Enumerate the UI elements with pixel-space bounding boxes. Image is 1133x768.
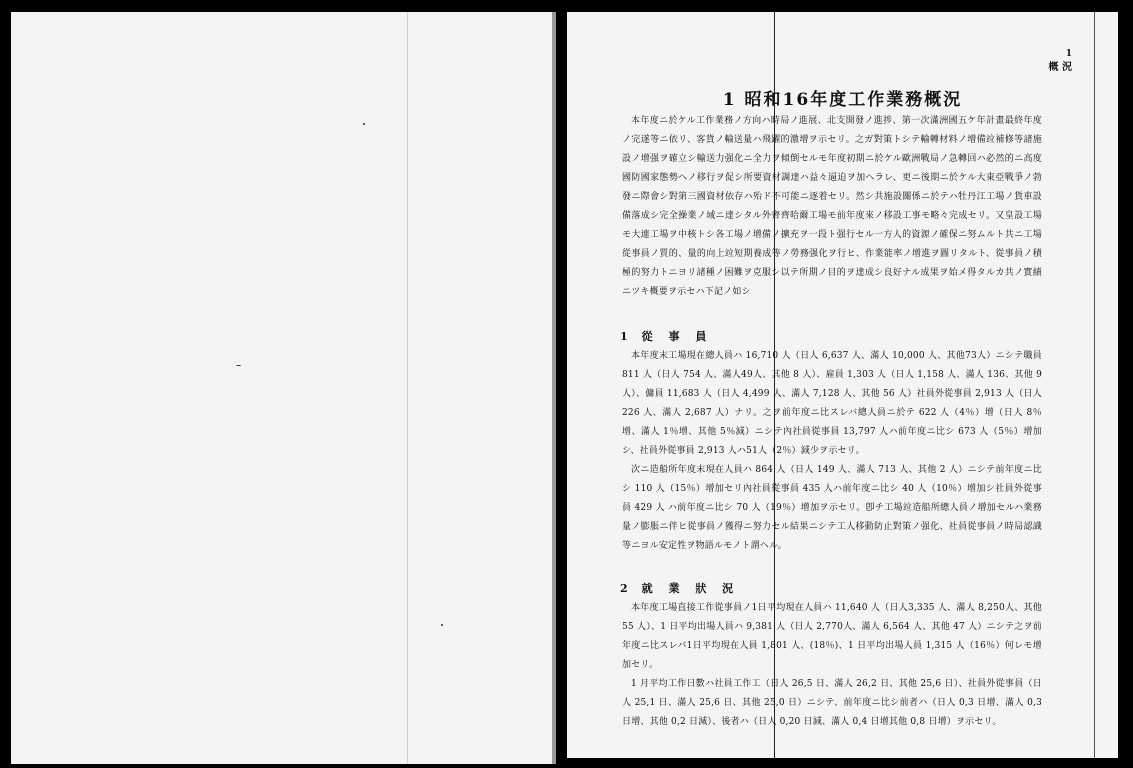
section-title: 就 業 狀 況 xyxy=(641,582,740,595)
right-text-page xyxy=(567,12,1118,758)
scan-speck xyxy=(363,123,365,125)
intro-block xyxy=(622,112,1042,302)
left-blank-page xyxy=(11,12,556,764)
intro-paragraph: 本年度ニ於ケル工作業務ノ方向ハ時局ノ進展、北支開發ノ進捗、第一次滿洲國五ケ年計畫最終年度ノ完遂等ニ依リ、客貨ノ輸送量ハ飛躍的激增ヲ示セリ。之ガ對策トシテ輸轉材料ノ增備竝補修等諸施設ノ增强ヲ確立シ輸送力强化ニ全力ヲ傾倒セルモ年度初期ニ於ケル歐洲戰局ノ急轉回ハ必然的ニ高度國防國家態勢ヘノ移行ヲ促シ所要資材調達ハ益々逼迫ヲ加ヘラレ、更ニ後期ニ於ケル大東亞戰爭ノ勃發ニ際會シ對第三國資材依存ハ殆ド不可能ニ逐着セリ。然シ共施設關係ニ於テハ牡丹江工場ノ貨車設備落成シ完全操業ノ域ニ達シタル外齊齊哈爾工場モ前年度來ノ移設工事モ略々完成セリ。又皇設工場モ大連工場ヲ中核トシ各工場ノ增備ノ擴充ヲ一段ト强行セル一方人的資源ノ確保ニ努ムルト共ニ工場從事員ノ質的、量的向上竝短期養成等ノ勞務强化ヲ行ヒ、作業能率ノ增進ヲ圖リタルト、從事員ノ積極的努力トニヨリ諸種ノ困難ヲ克服シ以テ所期ノ目的ヲ達成シ良好ナル成果ヲ始メ得タルカ共ノ實績ニツキ概要ヲ示セハ下記ノ如シ xyxy=(622,116,1042,297)
paragraph: 1 月平均工作日數ハ社員工作工（日人 26,5 日、滿人 26,2 日、其他 25,6 日）、社員外從事員（日人 25,1 日、滿人 25,6 日、其他 25,0 日）ニシテ、前年度ニ比シ前者ハ（日人 0,3 日增、滿人 0,3 日增、其他 0,2 日減）、後者ハ（日人 0,20 日減、滿人 0,4 日增其他 0,8 日增）ヲ示セリ。 xyxy=(622,679,1042,727)
scan-line xyxy=(1094,12,1095,758)
paragraph: 本年度末工場現在總人員ハ 16,710 人（日人 6,637 人、滿人 10,000 人、其他73人）ニシテ職員 811 人（日人 754 人、滿人49人、其他 8 人）、雇員 1,303 人（日人 1,158 人、滿人 136、其他 9 人）、傭員 11,683 人（日人 4,499 人、滿人 7,128 人、其他 56 人）社員外從事員 2,913 人（日人 226 人、滿人 2,687 人）ナリ。之ヲ前年度ニ比スレバ總人員ニ於テ 622 人（4％）增（日人 8％增、滿人 1％增、其他 5％減）ニシテ內社員從事員 13,797 人ハ前年度ニ比シ 673 人（5％）增加シ、社員外從事員 2,913 人ハ51人（2％）減少ヲ示セリ。 xyxy=(622,351,1042,456)
section-title: 從 事 員 xyxy=(641,330,713,343)
section1-body xyxy=(622,347,1042,556)
section-heading xyxy=(620,580,739,596)
page-title: 1 昭和16年度工作業務概況 xyxy=(722,90,963,110)
scan-speck xyxy=(236,365,241,366)
section-heading xyxy=(620,328,712,344)
page-number: 1 xyxy=(1065,49,1072,59)
section2-body xyxy=(622,599,1042,732)
section-number: 1 xyxy=(620,330,628,343)
page-fold-line xyxy=(407,12,408,764)
page-corner-header xyxy=(1049,48,1072,74)
page-edge-shadow xyxy=(552,12,556,764)
section-label: 概 況 xyxy=(1048,62,1072,73)
paragraph: 次ニ造船所年度末現在人員ハ 864 人（日人 149 人、滿人 713 人、其他 2 人）ニシテ前年度ニ比シ 110 人（15％）增加セリ內社員從事員 435 人ハ前年度ニ比シ 40 人（10％）增加シ社員外從事員 429 人 ハ前年度ニ比シ 70 人（19％）增加ヲ示セリ。卽チ工場竝造船所總人員ノ增加セルハ業務量ノ膨脹ニ伴ヒ從事員ノ獲得ニ努力セル結果ニシテ工人移動防止對策ノ强化、社員從事員ノ時局認識等ニヨル安定性ヲ物語ルモノト謂ヘル。 xyxy=(622,465,1042,551)
scan-speck xyxy=(441,624,443,626)
section-number: 2 xyxy=(620,582,628,595)
paragraph: 本年度工場直接工作從事員ノ1日平均現在人員ハ 11,640 人（日人3,335 人、滿人 8,250人、其他 55 人）、1 日平均出場人員ハ 9,381 人（日人 2,770人、滿人 6,564 人、其他 47 人）ニシテ之ヲ前年度ニ比スレバ1日平均現在人員 1,801 人、(18％)、1 日平均出場人員 1,315 人（16％）何レモ增加セリ。 xyxy=(622,603,1042,670)
